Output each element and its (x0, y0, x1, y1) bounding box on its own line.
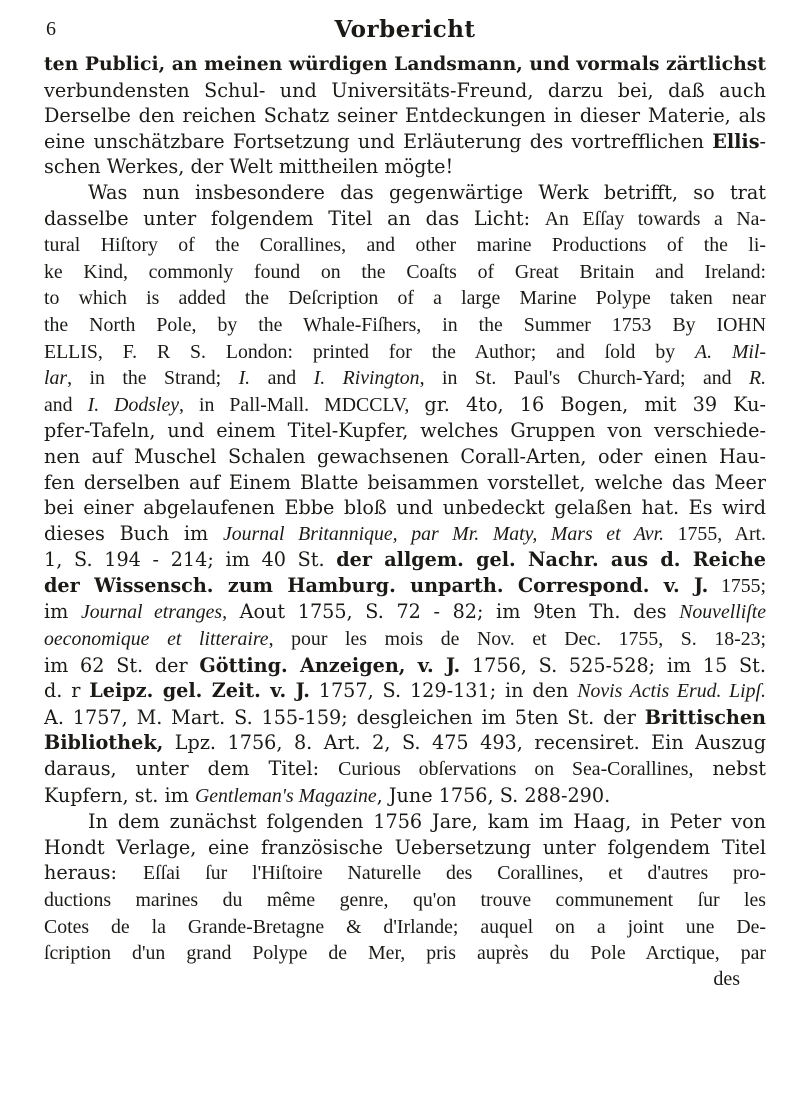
text-run: ELLIS, F. R S. London: printed for the Author; and ſold by (44, 340, 696, 363)
text-run: Curious obſervations on Sea-Corallines, (338, 758, 694, 781)
text-line (44, 232, 766, 259)
text-line (44, 259, 766, 286)
text-line (44, 887, 766, 914)
text-run: Was nun insbesondere das gegenwärtige Werk betrifft, so trat (88, 180, 766, 204)
text-line (44, 52, 766, 78)
text-run: schen Werkes, der Welt mittheilen mögte! (44, 155, 454, 179)
text-line (44, 312, 766, 339)
text-run: , in St. Paul's Church-Yard; and (419, 367, 749, 390)
text-line (44, 103, 766, 129)
text-run: 1, S. 194 - 214; im 40 St. (44, 548, 337, 572)
text-run: der Wissensch. zum Hamburg. unparth. Correspond. v. J. (44, 573, 709, 597)
text-run: An Eſſay towards a Na- (544, 207, 766, 230)
text-run: Cotes de la Grande-Bretagne & d'Irlande; auquel on a joint une De- (44, 915, 766, 938)
text-run: Götting. Anzeigen, v. J. (199, 653, 461, 677)
text-run: nen auf Muschel Schalen gewachsenen Corall-Arten, oder einen Hau- (44, 444, 766, 468)
text-run: , June 1756, S. 288-290. (376, 783, 611, 807)
text-line (44, 653, 766, 679)
text-run: Nouvelliſte (679, 601, 766, 624)
text-line (44, 521, 766, 548)
text-line (44, 705, 766, 731)
text-run: and (250, 367, 314, 390)
text-run: ſcription d'un grand Polype de Mer, pris auprès du Pole Arctique, par (44, 942, 766, 965)
text-line (44, 285, 766, 312)
text-run: Journal Britannique, par Mr. Maty, Mars et Avr. (223, 522, 665, 545)
text-run: Journal etranges, (80, 601, 228, 624)
text-line (44, 573, 766, 600)
text-line (44, 809, 766, 835)
text-line (44, 78, 766, 104)
text-run: dasselbe unter folgendem Titel an das Licht: (44, 206, 545, 230)
text-line (44, 626, 766, 653)
text-run: Leipz. gel. Zeit. v. J. (89, 679, 310, 703)
text-line (44, 860, 766, 887)
text-line (44, 547, 766, 573)
text-run: I. Dodsley (87, 393, 180, 416)
text-run: , pour les mois de Nov. et Dec. 1755, S. 18-23; (268, 628, 766, 651)
text-line (44, 365, 766, 392)
text-run: heraus: (44, 861, 144, 885)
running-head: Vorbericht (334, 16, 476, 43)
text-run: der allgem. gel. Nachr. aus d. Reiche (336, 548, 766, 572)
text-run: Lpz. 1756, 8. Art. 2, S. 475 493, recensiret. Ein Auszug (163, 731, 766, 755)
text-run: lar (44, 367, 68, 390)
text-run: - (759, 129, 766, 153)
text-run: , in the Strand; (67, 367, 239, 390)
text-run: Novis Actis Erud. Lipſ. (577, 680, 766, 703)
text-run: d. r (44, 679, 90, 703)
text-run: fen derselben auf Einem Blatte beisammen vorstellet, welche das Meer (44, 470, 766, 494)
text-run: eine unschätzbare Fortsetzung und Erläuterung des vortrefflichen (44, 129, 713, 153)
text-line (44, 444, 766, 470)
text-run: Aout 1755, S. 72 - 82; im 9ten Th. des (227, 600, 680, 624)
text-line (44, 154, 766, 180)
text-run: im (44, 600, 81, 624)
text-line (44, 206, 766, 233)
text-run: to which is added the Deſcription of a large Marine Polype taken near (44, 287, 766, 310)
text-line (44, 678, 766, 705)
text-run: 1756, S. 525-528; im 15 St. (460, 653, 766, 677)
text-run: and (44, 393, 88, 416)
text-line (44, 495, 766, 521)
text-run: Eſſai ſur l'Hiſtoire Naturelle des Corallines, et d'autres pro- (143, 862, 766, 885)
body-text (44, 52, 766, 967)
text-run: ductions marines du même genre, qu'on trouve communement ſur les (44, 889, 766, 911)
page-header (44, 14, 766, 52)
text-run: A. Mil- (695, 340, 766, 363)
text-run: In dem zunächst folgenden 1756 Jare, kam im Haag, in Peter von (88, 810, 766, 834)
text-run: I. (238, 367, 251, 390)
text-run: 1755, Art. (664, 522, 766, 545)
text-run: ke Kind, commonly found on the Coaſts of Great Britain and Ireland: (44, 260, 766, 283)
text-line (44, 129, 766, 155)
text-run: , in Pall-Mall. MDCCLV, (179, 393, 425, 416)
text-run: bei einer abgelaufenen Ebbe bloß und unbedeckt gelaßen hat. Es wird (44, 496, 766, 520)
text-run: Hondt Verlage, eine französische Uebersetzung unter folgendem Titel (44, 835, 766, 859)
text-run: daraus, unter dem Titel: (44, 757, 339, 781)
text-run: Brittischen (644, 705, 766, 729)
catchword: des (713, 967, 740, 990)
text-line (44, 339, 766, 366)
text-run: I. Rivington (313, 367, 420, 390)
text-run: pfer-Tafeln, und einem Titel-Kupfer, welches Gruppen von verschiede- (44, 419, 766, 443)
text-line (44, 180, 766, 206)
text-run: tural Hiſtory of the Corallines, and other marine Productions of the li- (44, 234, 766, 257)
text-run: Ellis (712, 129, 760, 153)
text-run: 1757, S. 129-131; in den (309, 679, 578, 703)
text-run: Kupfern, st. im (44, 783, 195, 807)
text-run: im 62 St. der (44, 653, 200, 677)
text-line (44, 730, 766, 756)
text-run: R. (748, 367, 766, 390)
page-number: 6 (46, 18, 56, 40)
text-line (44, 756, 766, 783)
text-run: the North Pole, by the Whale-Fiſhers, in the Summer 1753 By (44, 313, 717, 336)
text-run: Gentleman's Magazine (194, 784, 377, 807)
text-run: A. 1757, M. Mart. S. 155-159; desgleichen im 5ten St. der (44, 705, 645, 729)
text-run: ten Publici, an meinen würdigen Landsmann, und vormals zärtlichst (44, 53, 766, 75)
text-run: nebst (693, 757, 766, 781)
text-run: oeconomique et litteraire (44, 628, 269, 651)
text-line (44, 418, 766, 444)
text-line (44, 940, 766, 967)
text-run: Bibliothek, (44, 731, 164, 755)
text-run: IOHN (716, 313, 766, 336)
text-line (44, 470, 766, 496)
text-line (44, 599, 766, 626)
text-line (44, 914, 766, 941)
text-run: 1755; (708, 574, 766, 597)
text-run: Derselbe den reichen Schatz seiner Entdeckungen in dieser Materie, als (44, 104, 766, 128)
text-line (44, 392, 766, 419)
text-line (44, 835, 766, 861)
text-run: gr. 4to, 16 Bogen, mit 39 Ku- (424, 392, 766, 416)
text-run: dieses Buch im (44, 521, 223, 545)
text-run: verbundensten Schul- und Universitäts-Freund, darzu bei, daß auch (44, 78, 766, 102)
text-line (44, 783, 766, 810)
